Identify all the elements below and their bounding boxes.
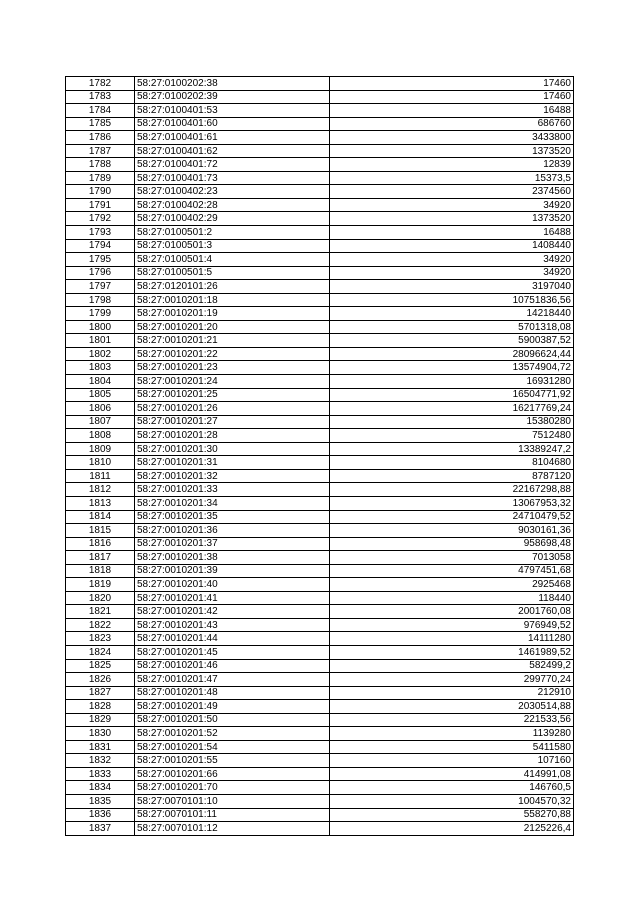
cadastral-value-cell: 28096624,44	[330, 347, 574, 361]
row-number-cell: 1802	[66, 347, 135, 361]
cadastral-value-cell: 17460	[330, 90, 574, 104]
table-row	[66, 442, 574, 456]
row-number-cell: 1800	[66, 320, 135, 334]
table-row	[66, 131, 574, 145]
cadastral-number-cell: 58:27:0010201:31	[135, 456, 330, 470]
cadastral-value-cell: 14218440	[330, 307, 574, 321]
cadastral-number-cell: 58:27:0010201:43	[135, 618, 330, 632]
table-row	[66, 307, 574, 321]
cadastral-number-cell: 58:27:0010201:39	[135, 564, 330, 578]
table-row	[66, 794, 574, 808]
row-number-cell: 1817	[66, 551, 135, 565]
cadastral-number-cell: 58:27:0100401:73	[135, 171, 330, 185]
cadastral-value-cell: 16217769,24	[330, 402, 574, 416]
table-row	[66, 469, 574, 483]
cadastral-number-cell: 58:27:0010201:18	[135, 293, 330, 307]
cadastral-value-cell: 22167298,88	[330, 483, 574, 497]
row-number-cell: 1808	[66, 429, 135, 443]
row-number-cell: 1794	[66, 239, 135, 253]
cadastral-number-cell: 58:27:0100402:29	[135, 212, 330, 226]
table-row	[66, 510, 574, 524]
row-number-cell: 1812	[66, 483, 135, 497]
cadastral-value-cell: 2374560	[330, 185, 574, 199]
cadastral-number-cell: 58:27:0120101:26	[135, 280, 330, 294]
cadastral-value-cell: 2001760,08	[330, 605, 574, 619]
cadastral-number-cell: 58:27:0100402:28	[135, 198, 330, 212]
row-number-cell: 1834	[66, 781, 135, 795]
row-number-cell: 1835	[66, 794, 135, 808]
table-row	[66, 104, 574, 118]
cadastral-number-cell: 58:27:0100401:60	[135, 117, 330, 131]
table-row	[66, 524, 574, 538]
cadastral-number-cell: 58:27:0100501:5	[135, 266, 330, 280]
row-number-cell: 1825	[66, 659, 135, 673]
row-number-cell: 1801	[66, 334, 135, 348]
table-row	[66, 740, 574, 754]
cadastral-number-cell: 58:27:0010201:19	[135, 307, 330, 321]
row-number-cell: 1785	[66, 117, 135, 131]
cadastral-value-cell: 146760,5	[330, 781, 574, 795]
cadastral-number-cell: 58:27:0010201:47	[135, 673, 330, 687]
row-number-cell: 1789	[66, 171, 135, 185]
table-row	[66, 822, 574, 836]
cadastral-number-cell: 58:27:0010201:35	[135, 510, 330, 524]
row-number-cell: 1832	[66, 754, 135, 768]
cadastral-number-cell: 58:27:0010201:55	[135, 754, 330, 768]
cadastral-number-cell: 58:27:0100202:38	[135, 77, 330, 91]
row-number-cell: 1824	[66, 645, 135, 659]
row-number-cell: 1814	[66, 510, 135, 524]
table-row	[66, 90, 574, 104]
table-row	[66, 727, 574, 741]
cadastral-value-cell: 15373,5	[330, 171, 574, 185]
cadastral-number-cell: 58:27:0010201:66	[135, 767, 330, 781]
row-number-cell: 1837	[66, 822, 135, 836]
row-number-cell: 1826	[66, 673, 135, 687]
table-row	[66, 713, 574, 727]
cadastral-number-cell: 58:27:0010201:20	[135, 320, 330, 334]
row-number-cell: 1804	[66, 375, 135, 389]
cadastral-value-cell: 212910	[330, 686, 574, 700]
cadastral-value-cell: 34920	[330, 266, 574, 280]
table-row	[66, 591, 574, 605]
cadastral-number-cell: 58:27:0010201:21	[135, 334, 330, 348]
row-number-cell: 1813	[66, 496, 135, 510]
table-row	[66, 239, 574, 253]
table-row	[66, 158, 574, 172]
row-number-cell: 1831	[66, 740, 135, 754]
cadastral-value-cell: 582499,2	[330, 659, 574, 673]
cadastral-number-cell: 58:27:0010201:30	[135, 442, 330, 456]
cadastral-value-cell: 1373520	[330, 144, 574, 158]
cadastral-number-cell: 58:27:0010201:46	[135, 659, 330, 673]
cadastral-value-cell: 414991,08	[330, 767, 574, 781]
cadastral-number-cell: 58:27:0010201:54	[135, 740, 330, 754]
cadastral-value-cell: 7512480	[330, 429, 574, 443]
row-number-cell: 1818	[66, 564, 135, 578]
row-number-cell: 1806	[66, 402, 135, 416]
cadastral-value-cell: 10751836,56	[330, 293, 574, 307]
cadastral-number-cell: 58:27:0010201:52	[135, 727, 330, 741]
row-number-cell: 1809	[66, 442, 135, 456]
cadastral-value-table	[65, 76, 574, 836]
cadastral-value-cell: 16488	[330, 226, 574, 240]
row-number-cell: 1805	[66, 388, 135, 402]
table-row	[66, 645, 574, 659]
cadastral-value-cell: 1461989,52	[330, 645, 574, 659]
cadastral-number-cell: 58:27:0100501:4	[135, 253, 330, 267]
cadastral-number-cell: 58:27:0010201:23	[135, 361, 330, 375]
row-number-cell: 1803	[66, 361, 135, 375]
table-row	[66, 253, 574, 267]
row-number-cell: 1793	[66, 226, 135, 240]
table-row	[66, 375, 574, 389]
cadastral-value-cell: 3433800	[330, 131, 574, 145]
table-row	[66, 767, 574, 781]
row-number-cell: 1823	[66, 632, 135, 646]
row-number-cell: 1791	[66, 198, 135, 212]
table-row	[66, 347, 574, 361]
row-number-cell: 1815	[66, 524, 135, 538]
table-row	[66, 280, 574, 294]
row-number-cell: 1795	[66, 253, 135, 267]
cadastral-value-cell: 686760	[330, 117, 574, 131]
row-number-cell: 1821	[66, 605, 135, 619]
cadastral-value-cell: 7013058	[330, 551, 574, 565]
cadastral-value-cell: 976949,52	[330, 618, 574, 632]
cadastral-value-cell: 13389247,2	[330, 442, 574, 456]
cadastral-value-cell: 17460	[330, 77, 574, 91]
cadastral-number-cell: 58:27:0010201:48	[135, 686, 330, 700]
table-row	[66, 578, 574, 592]
table-row	[66, 564, 574, 578]
table-row	[66, 686, 574, 700]
cadastral-value-cell: 12839	[330, 158, 574, 172]
table-body	[66, 77, 574, 836]
cadastral-value-cell: 5900387,52	[330, 334, 574, 348]
cadastral-value-cell: 4797451,68	[330, 564, 574, 578]
table-row	[66, 605, 574, 619]
table-row	[66, 388, 574, 402]
cadastral-number-cell: 58:27:0100501:3	[135, 239, 330, 253]
row-number-cell: 1796	[66, 266, 135, 280]
cadastral-value-cell: 118440	[330, 591, 574, 605]
row-number-cell: 1827	[66, 686, 135, 700]
table-row	[66, 402, 574, 416]
cadastral-number-cell: 58:27:0010201:44	[135, 632, 330, 646]
row-number-cell: 1822	[66, 618, 135, 632]
table-row	[66, 334, 574, 348]
cadastral-number-cell: 58:27:0010201:33	[135, 483, 330, 497]
table-row	[66, 198, 574, 212]
cadastral-value-cell: 1004570,32	[330, 794, 574, 808]
cadastral-value-cell: 1408440	[330, 239, 574, 253]
cadastral-number-cell: 58:27:0010201:37	[135, 537, 330, 551]
table-row	[66, 781, 574, 795]
cadastral-number-cell: 58:27:0070101:10	[135, 794, 330, 808]
table-row	[66, 144, 574, 158]
cadastral-number-cell: 58:27:0100401:53	[135, 104, 330, 118]
row-number-cell: 1816	[66, 537, 135, 551]
cadastral-number-cell: 58:27:0100202:39	[135, 90, 330, 104]
row-number-cell: 1787	[66, 144, 135, 158]
row-number-cell: 1820	[66, 591, 135, 605]
row-number-cell: 1807	[66, 415, 135, 429]
cadastral-value-cell: 107160	[330, 754, 574, 768]
table-row	[66, 496, 574, 510]
table-row	[66, 659, 574, 673]
row-number-cell: 1819	[66, 578, 135, 592]
cadastral-value-cell: 8104680	[330, 456, 574, 470]
cadastral-value-cell: 221533,56	[330, 713, 574, 727]
cadastral-value-cell: 5701318,08	[330, 320, 574, 334]
cadastral-value-cell: 299770,24	[330, 673, 574, 687]
cadastral-value-cell: 2125226,4	[330, 822, 574, 836]
cadastral-number-cell: 58:27:0010201:24	[135, 375, 330, 389]
table-row	[66, 77, 574, 91]
table-row	[66, 212, 574, 226]
row-number-cell: 1797	[66, 280, 135, 294]
row-number-cell: 1783	[66, 90, 135, 104]
table-row	[66, 483, 574, 497]
table-row	[66, 673, 574, 687]
cadastral-number-cell: 58:27:0100501:2	[135, 226, 330, 240]
cadastral-number-cell: 58:27:0010201:38	[135, 551, 330, 565]
row-number-cell: 1782	[66, 77, 135, 91]
cadastral-value-cell: 9030161,36	[330, 524, 574, 538]
cadastral-number-cell: 58:27:0010201:27	[135, 415, 330, 429]
table-row	[66, 171, 574, 185]
cadastral-number-cell: 58:27:0010201:25	[135, 388, 330, 402]
cadastral-number-cell: 58:27:0010201:34	[135, 496, 330, 510]
row-number-cell: 1784	[66, 104, 135, 118]
row-number-cell: 1790	[66, 185, 135, 199]
row-number-cell: 1829	[66, 713, 135, 727]
row-number-cell: 1786	[66, 131, 135, 145]
cadastral-number-cell: 58:27:0010201:26	[135, 402, 330, 416]
row-number-cell: 1811	[66, 469, 135, 483]
table-row	[66, 537, 574, 551]
cadastral-value-cell: 13067953,32	[330, 496, 574, 510]
row-number-cell: 1828	[66, 700, 135, 714]
table-row	[66, 226, 574, 240]
cadastral-number-cell: 58:27:0010201:36	[135, 524, 330, 538]
cadastral-number-cell: 58:27:0010201:42	[135, 605, 330, 619]
cadastral-number-cell: 58:27:0010201:50	[135, 713, 330, 727]
row-number-cell: 1798	[66, 293, 135, 307]
row-number-cell: 1799	[66, 307, 135, 321]
cadastral-value-cell: 16931280	[330, 375, 574, 389]
table-row	[66, 632, 574, 646]
cadastral-number-cell: 58:27:0010201:40	[135, 578, 330, 592]
cadastral-number-cell: 58:27:0010201:70	[135, 781, 330, 795]
table-row	[66, 415, 574, 429]
table-row	[66, 361, 574, 375]
table-row	[66, 429, 574, 443]
cadastral-number-cell: 58:27:0100401:62	[135, 144, 330, 158]
table-row	[66, 754, 574, 768]
cadastral-number-cell: 58:27:0100402:23	[135, 185, 330, 199]
cadastral-value-cell: 1139280	[330, 727, 574, 741]
cadastral-value-cell: 8787120	[330, 469, 574, 483]
cadastral-number-cell: 58:27:0070101:11	[135, 808, 330, 822]
row-number-cell: 1833	[66, 767, 135, 781]
cadastral-number-cell: 58:27:0010201:22	[135, 347, 330, 361]
cadastral-value-cell: 16488	[330, 104, 574, 118]
cadastral-value-cell: 5411580	[330, 740, 574, 754]
cadastral-value-cell: 15380280	[330, 415, 574, 429]
table-row	[66, 551, 574, 565]
cadastral-value-cell: 13574904,72	[330, 361, 574, 375]
table-row	[66, 456, 574, 470]
cadastral-value-cell: 3197040	[330, 280, 574, 294]
cadastral-number-cell: 58:27:0010201:45	[135, 645, 330, 659]
table-row	[66, 266, 574, 280]
table-row	[66, 117, 574, 131]
cadastral-value-cell: 16504771,92	[330, 388, 574, 402]
cadastral-number-cell: 58:27:0010201:28	[135, 429, 330, 443]
row-number-cell: 1792	[66, 212, 135, 226]
cadastral-number-cell: 58:27:0100401:61	[135, 131, 330, 145]
row-number-cell: 1836	[66, 808, 135, 822]
row-number-cell: 1810	[66, 456, 135, 470]
cadastral-number-cell: 58:27:0010201:49	[135, 700, 330, 714]
cadastral-number-cell: 58:27:0100401:72	[135, 158, 330, 172]
cadastral-number-cell: 58:27:0070101:12	[135, 822, 330, 836]
cadastral-value-cell: 958698,48	[330, 537, 574, 551]
table-row	[66, 618, 574, 632]
cadastral-value-cell: 1373520	[330, 212, 574, 226]
cadastral-value-cell: 2030514,88	[330, 700, 574, 714]
cadastral-value-cell: 24710479,52	[330, 510, 574, 524]
table-row	[66, 320, 574, 334]
cadastral-value-cell: 34920	[330, 198, 574, 212]
cadastral-value-cell: 34920	[330, 253, 574, 267]
table-row	[66, 185, 574, 199]
row-number-cell: 1788	[66, 158, 135, 172]
cadastral-value-cell: 14111280	[330, 632, 574, 646]
cadastral-number-cell: 58:27:0010201:32	[135, 469, 330, 483]
row-number-cell: 1830	[66, 727, 135, 741]
table-row	[66, 700, 574, 714]
cadastral-value-cell: 2925468	[330, 578, 574, 592]
table-row	[66, 808, 574, 822]
cadastral-number-cell: 58:27:0010201:41	[135, 591, 330, 605]
cadastral-value-cell: 558270,88	[330, 808, 574, 822]
table-row	[66, 293, 574, 307]
